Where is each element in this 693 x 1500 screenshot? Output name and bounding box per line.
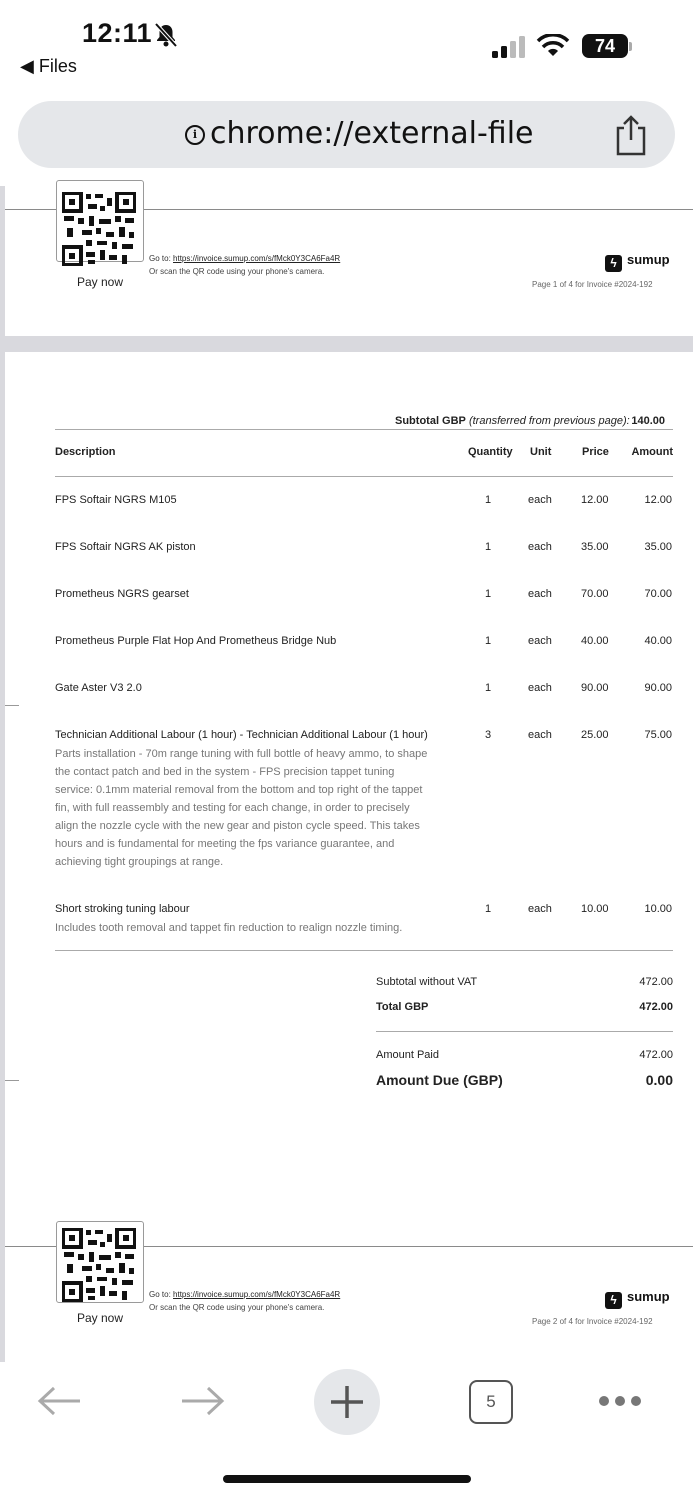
item-unit: each xyxy=(528,494,552,506)
item-note-line: fin, with full reassembly and testing for each change, in order to precisely xyxy=(55,802,410,814)
item-price: 35.00 xyxy=(581,541,609,553)
carried-subtotal-value: 140.00 xyxy=(631,415,665,427)
scan-instructions: Or scan the QR code using your phone's camera. xyxy=(149,267,325,276)
divider xyxy=(55,476,673,477)
item-quantity: 1 xyxy=(485,494,492,506)
item-quantity: 1 xyxy=(485,635,492,647)
sumup-logo xyxy=(605,252,670,272)
item-description: Prometheus NGRS gearset xyxy=(55,588,189,600)
total-label: Total GBP xyxy=(376,1001,429,1013)
item-quantity: 1 xyxy=(485,903,492,915)
invoice-page-2 xyxy=(5,352,693,1362)
item-note-line: the contact patch and bed in the system - FPS precision tappet tuning xyxy=(55,766,395,778)
item-note xyxy=(55,745,455,871)
pay-now-label: Pay now xyxy=(77,1311,124,1325)
home-indicator[interactable] xyxy=(223,1475,471,1483)
sumup-logo xyxy=(605,1289,670,1309)
divider xyxy=(55,950,673,951)
item-price: 25.00 xyxy=(581,729,609,741)
battery-nub xyxy=(629,42,632,51)
item-amount: 70.00 xyxy=(644,588,672,600)
item-quantity: 1 xyxy=(485,541,492,553)
url-text[interactable]: chrome://external-file xyxy=(210,116,534,151)
payment-link-line xyxy=(149,1290,340,1299)
item-unit: each xyxy=(528,541,552,553)
header-price: Price xyxy=(582,446,609,458)
item-description: FPS Softair NGRS M105 xyxy=(55,494,177,506)
item-unit: each xyxy=(528,588,552,600)
back-arrow-icon[interactable] xyxy=(36,1385,82,1422)
invoice-page-1 xyxy=(5,186,693,336)
item-price: 40.00 xyxy=(581,635,609,647)
forward-arrow-icon[interactable] xyxy=(180,1385,226,1422)
new-tab-button[interactable] xyxy=(314,1369,380,1435)
plus-icon xyxy=(314,1369,380,1435)
header-unit: Unit xyxy=(530,446,552,458)
amount-due-value: 0.00 xyxy=(645,1072,673,1088)
header-amount: Amount xyxy=(631,446,673,458)
info-icon[interactable]: i xyxy=(185,125,205,145)
amount-paid-label: Amount Paid xyxy=(376,1049,439,1061)
item-quantity: 1 xyxy=(485,588,492,600)
carried-subtotal-note: (transferred from previous page): xyxy=(468,415,630,427)
qr-code[interactable] xyxy=(62,192,136,266)
carried-subtotal-label: Subtotal GBP xyxy=(395,415,466,427)
sumup-logo-icon: ϟ xyxy=(605,1292,622,1309)
header-description: Description xyxy=(55,446,116,458)
page-info: Page 2 of 4 for Invoice #2024-192 xyxy=(532,1317,653,1326)
item-price: 70.00 xyxy=(581,588,609,600)
payment-link-line xyxy=(149,254,340,263)
scan-instructions: Or scan the QR code using your phone's camera. xyxy=(149,1303,325,1312)
item-price: 90.00 xyxy=(581,682,609,694)
payment-link[interactable]: https://invoice.sumup.com/s/fMck0Y3CA6Fa4R xyxy=(173,1290,341,1299)
divider xyxy=(376,1031,673,1032)
item-unit: each xyxy=(528,729,552,741)
go-to-label: Go to: xyxy=(149,254,171,263)
divider xyxy=(55,429,673,430)
more-options-icon[interactable] xyxy=(598,1394,642,1413)
item-price: 12.00 xyxy=(581,494,609,506)
item-note-line: align the nozzle cycle with the new gear and piston cycle speed. This takes xyxy=(55,820,420,832)
item-amount: 75.00 xyxy=(644,729,672,741)
amount-due-label: Amount Due (GBP) xyxy=(376,1072,503,1088)
item-note-line: Parts installation - 70m range tuning with full bottle of heavy ammo, to shape xyxy=(55,748,428,760)
back-to-files-link[interactable]: ◀ Files xyxy=(20,56,77,76)
sumup-logo-icon: ϟ xyxy=(605,255,622,272)
item-amount: 90.00 xyxy=(644,682,672,694)
pay-now-label: Pay now xyxy=(77,275,124,289)
item-price: 10.00 xyxy=(581,903,609,915)
page-info: Page 1 of 4 for Invoice #2024-192 xyxy=(532,280,653,289)
item-note-line: service: 0.1mm material removal from the bottom and top right of the tappet xyxy=(55,784,423,796)
item-quantity: 3 xyxy=(485,729,492,741)
battery-indicator: 74 xyxy=(582,34,628,58)
bell-muted-icon xyxy=(153,22,179,53)
subtotal-wo-vat-value: 472.00 xyxy=(639,976,673,988)
subtotal-wo-vat-label: Subtotal without VAT xyxy=(376,976,478,988)
status-time: 12:11 xyxy=(82,18,153,48)
item-unit: each xyxy=(528,903,552,915)
signal-icon xyxy=(492,36,526,63)
item-note xyxy=(55,919,455,937)
item-unit: each xyxy=(528,635,552,647)
item-description: Technician Additional Labour (1 hour) - Technician Additional Labour (1 hour) xyxy=(55,729,428,741)
wifi-icon xyxy=(536,34,570,63)
carried-subtotal-row xyxy=(395,415,630,427)
item-note-line: hours and is fundamental for meeting the fps variance guarantee, and xyxy=(55,838,395,850)
item-note-line: Includes tooth removal and tappet fin reduction to realign nozzle timing. xyxy=(55,922,403,934)
item-description: Gate Aster V3 2.0 xyxy=(55,682,142,694)
item-quantity: 1 xyxy=(485,682,492,694)
item-amount: 35.00 xyxy=(644,541,672,553)
gutter-tick xyxy=(5,705,19,706)
sumup-brand-text: sumup xyxy=(627,252,670,267)
item-unit: each xyxy=(528,682,552,694)
item-amount: 40.00 xyxy=(644,635,672,647)
total-value: 472.00 xyxy=(639,1001,673,1013)
item-amount: 12.00 xyxy=(644,494,672,506)
item-description: Short stroking tuning labour xyxy=(55,903,190,915)
item-amount: 10.00 xyxy=(644,903,672,915)
payment-link[interactable]: https://invoice.sumup.com/s/fMck0Y3CA6Fa4R xyxy=(173,254,341,263)
sumup-brand-text: sumup xyxy=(627,1289,670,1304)
go-to-label: Go to: xyxy=(149,1290,171,1299)
gutter-tick xyxy=(5,1080,19,1081)
amount-paid-value: 472.00 xyxy=(639,1049,673,1061)
share-icon[interactable] xyxy=(613,114,649,161)
header-quantity: Quantity xyxy=(468,446,513,458)
item-note-line: achieving tight groupings at range. xyxy=(55,856,224,868)
item-description: Prometheus Purple Flat Hop And Prometheus Bridge Nub xyxy=(55,635,337,647)
tab-switcher-button[interactable]: 5 xyxy=(469,1380,513,1424)
item-description: FPS Softair NGRS AK piston xyxy=(55,541,196,553)
qr-code[interactable] xyxy=(62,1228,136,1302)
